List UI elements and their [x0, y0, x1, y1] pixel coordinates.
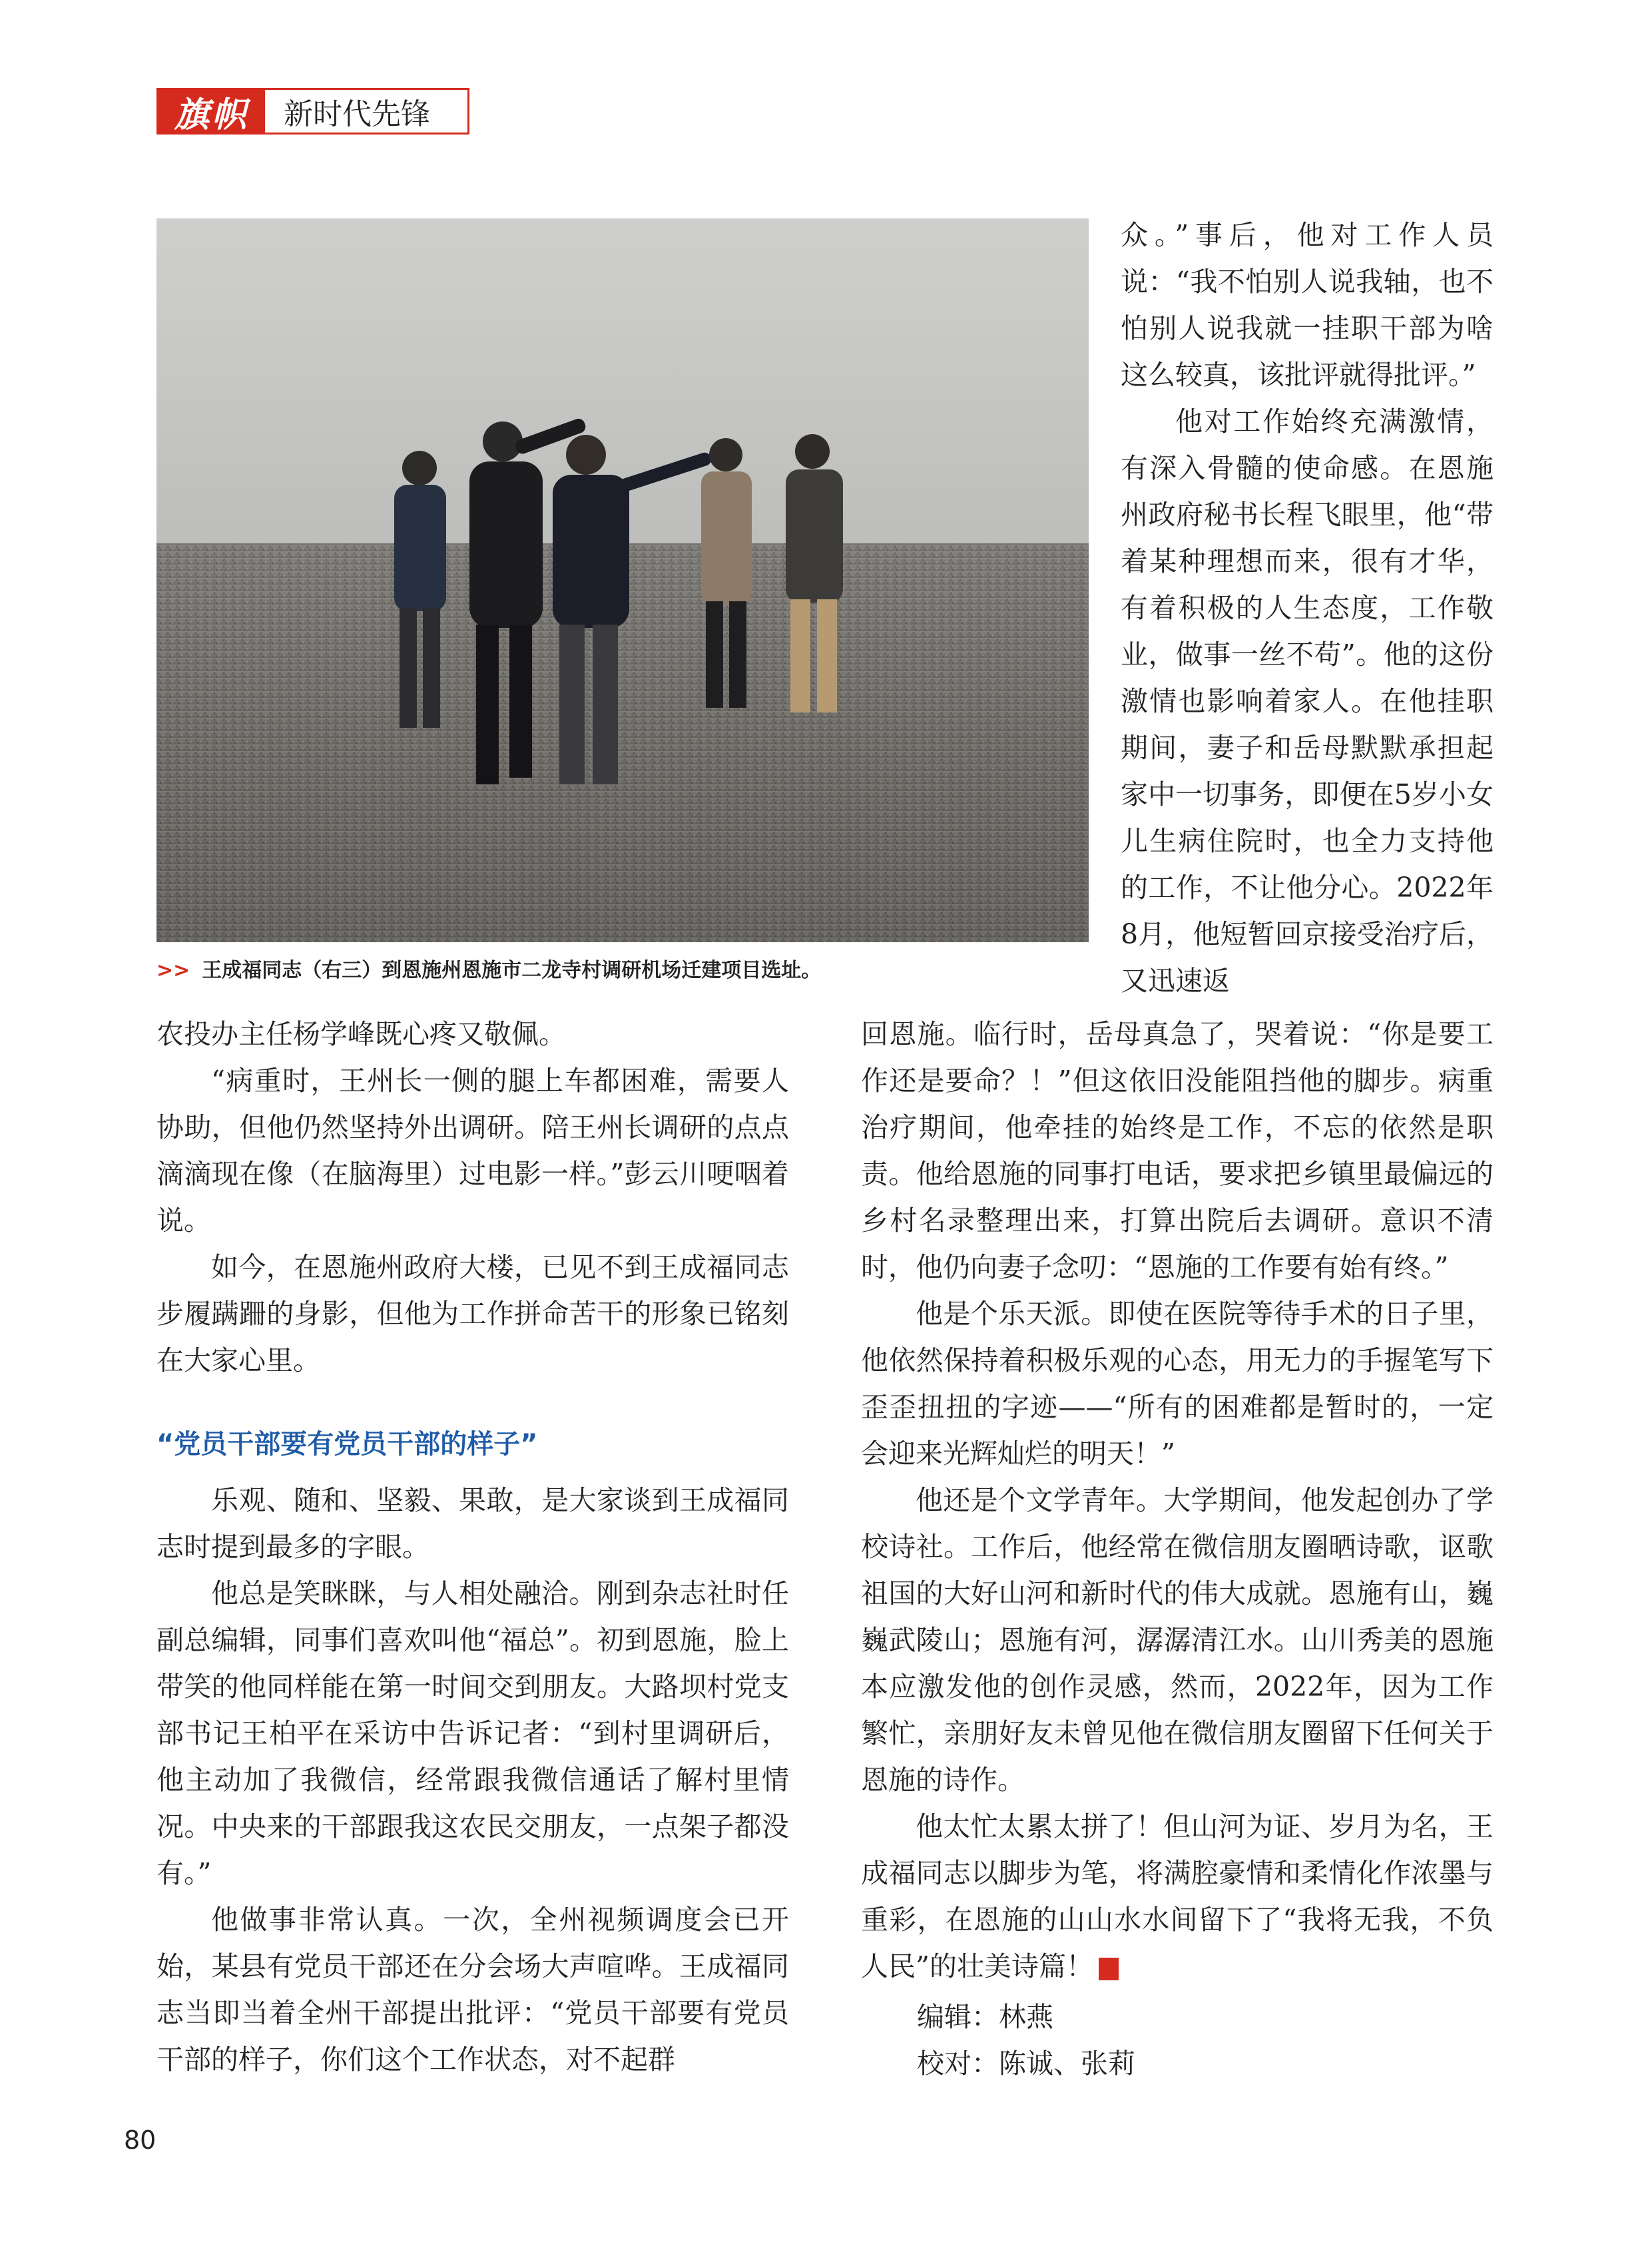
paragraph: 众。”事后，他对工作人员说：“我不怕别人说我轴，也不怕别人说我就一挂职干部为啥这么较真，该批评就得批评。” [1121, 219, 1494, 391]
magazine-logo: 旗帜 [158, 90, 265, 133]
page-number: 80 [124, 2125, 156, 2155]
paragraph: 他总是笑眯眯，与人相处融洽。刚到杂志社时任副总编辑，同事们喜欢叫他“福总”。初到恩施，脸上带笑的他同样能在第一时间交到朋友。大路坝村党支部书记王柏平在采访中告诉记者：“到村里调研后，他主动加了我微信，经常跟我微信通话了解村里情况。中央来的干部跟我这农民交朋友，一点架子都没有。” [156, 1577, 789, 1889]
photo-caption [156, 954, 1102, 983]
paragraph: 如今，在恩施州政府大楼，已见不到王成福同志步履蹒跚的身影，但他为工作拼命苦干的形象已铭刻在大家心里。 [156, 1251, 789, 1376]
text-column-left [156, 1011, 789, 2083]
article-photo [156, 218, 1089, 942]
section-title: 新时代先锋 [284, 97, 430, 131]
paragraph: 乐观、随和、坚毅、果敢，是大家谈到王成福同志时提到最多的字眼。 [156, 1484, 789, 1563]
caption-text: 王成福同志（右三）到恩施州恩施市二龙寺村调研机场迁建项目选址。 [202, 959, 822, 982]
paragraph-final [861, 1803, 1494, 1990]
paragraph: 他还是个文学青年。大学期间，他发起创办了学校诗社。工作后，他经常在微信朋友圈晒诗歌，讴歌祖国的大好山河和新时代的伟大成就。恩施有山，巍巍武陵山；恩施有河，潺潺清江水。山川秀美的恩施本应激发他的创作灵感，然而，2022年，因为工作繁忙，亲朋好友未曾见他在微信朋友圈留下任何关于恩施的诗作。 [861, 1484, 1494, 1796]
paragraph: 他是个乐天派。即使在医院等待手术的日子里，他依然保持着积极乐观的心态，用无力的手握笔写下歪歪扭扭的字迹——“所有的困难都是暂时的，一定会迎来光辉灿烂的明天！” [861, 1298, 1494, 1470]
end-mark-icon: 旗 [1099, 1958, 1119, 1980]
text-column-right [861, 1011, 1494, 2087]
paragraph: 他对工作始终充满激情，有深入骨髓的使命感。在恩施州政府秘书长程飞眼里，他“带着某种理想而来，很有才华，有着积极的人生态度，工作敬业，做事一丝不苟”。他的这份激情也影响着家人。在他挂职期间，妻子和岳母默默承担起家中一切事务，即便在5岁小女儿生病住院时，也全力支持他的工作，不让他分心。2022年8月，他短暂回京接受治疗后，又迅速返 [1121, 406, 1494, 997]
paragraph: 回恩施。临行时，岳母真急了，哭着说：“你是要工作还是要命？！”但这依旧没能阻挡他的脚步。病重治疗期间，他牵挂的始终是工作，不忘的依然是职责。他给恩施的同事打电话，要求把乡镇里最偏远的乡村名录整理出来，打算出院后去调研。意识不清时，他仍向妻子念叨：“恩施的工作要有始有终。” [861, 1018, 1494, 1283]
text-column-right-top [1121, 212, 1494, 1004]
photo-illustration [156, 218, 1089, 942]
proofreader-credit: 校对：陈诚、张莉 [917, 2048, 1135, 2080]
section-heading: “党员干部要有党员干部的样子” [156, 1429, 538, 1460]
magazine-header [156, 88, 469, 135]
paragraph: “病重时，王州长一侧的腿上车都困难，需要人协助，但他仍然坚持外出调研。陪王州长调研的点点滴滴现在像（在脑海里）过电影一样。”彭云川哽咽着说。 [156, 1065, 789, 1237]
credits [861, 1994, 1494, 2087]
final-text: 他太忙太累太拼了！但山河为证、岁月为名，王成福同志以脚步为笔，将满腔豪情和柔情化作浓墨与重彩，在恩施的山山水水间留下了“我将无我，不负人民”的壮美诗篇！ [861, 1811, 1494, 1982]
editor-credit: 编辑：林燕 [917, 2001, 1053, 2033]
paragraph: 农投办主任杨学峰既心疼又敬佩。 [156, 1018, 566, 1050]
paragraph: 他做事非常认真。一次，全州视频调度会已开始，某县有党员干部还在分会场大声喧哗。王成福同志当即当着全州干部提出批评：“党员干部要有党员干部的样子，你们这个工作状态，对不起群 [156, 1904, 789, 2076]
caption-marker: >> [156, 959, 190, 982]
